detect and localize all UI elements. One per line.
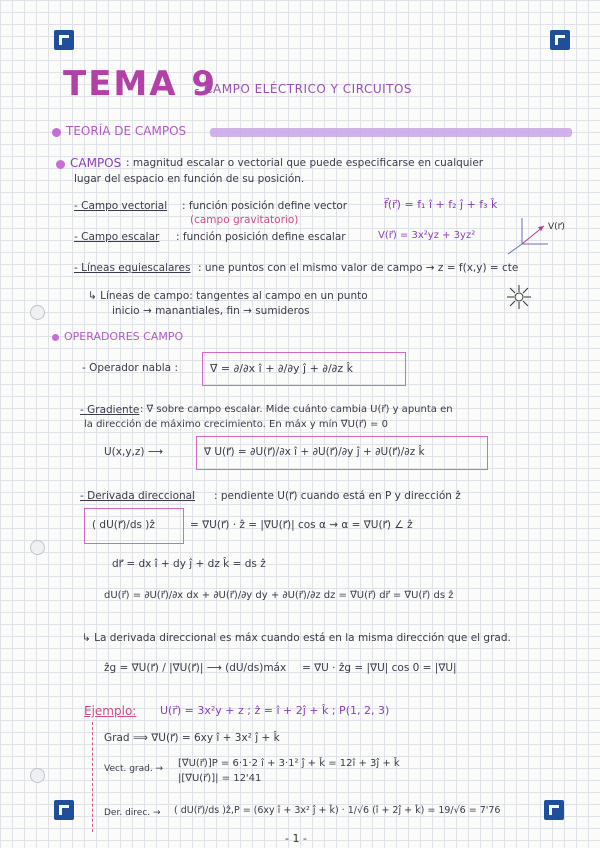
section-header-campos: TEORÍA DE CAMPOS — [66, 124, 187, 138]
campo-vectorial-text: : función posición define vector — [182, 200, 348, 212]
ejemplo-der-line: ( dU(r⃗)/ds )ẑ,P = (6xy î + 3x² ĵ + k̂) · 1/√6 (î + 2ĵ + k̂) = 19/√6 = 7'76 — [174, 805, 501, 816]
campo-vectorial-example: (campo gravitatorio) — [190, 214, 299, 226]
gradiente-text-line1: : ∇⃗ sobre campo escalar. Mide cuánto cambia U(r⃗) y apunta en — [140, 404, 453, 415]
campos-bullet — [56, 160, 65, 169]
binder-hole — [30, 540, 45, 555]
dr-line: dr⃗ = dx î + dy ĵ + dz k̂ = ds ẑ — [112, 558, 266, 570]
ejemplo-given: U(r⃗) = 3x²y + z ; ẑ = î + 2ĵ + k̂ ; P(1, 2, 3) — [160, 704, 390, 717]
binder-hole — [30, 305, 45, 320]
derivada-text: : pendiente U(r⃗) cuando está en P y dirección ẑ — [214, 490, 461, 502]
page-subtitle: - CAMPO ELÉCTRICO Y CIRCUITOS — [195, 82, 413, 96]
nabla-label: - Operador nabla : — [82, 362, 178, 374]
sink-icon — [506, 284, 532, 310]
gradiente-label: - Gradiente — [80, 404, 140, 416]
ejemplo-vect-label: Vect. grad. → — [104, 764, 164, 774]
operadores-header: OPERADORES CAMPO — [64, 330, 184, 343]
campo-escalar-label: - Campo escalar — [74, 231, 160, 243]
lineas-campo-line2: inicio → manantiales, fin → sumideros — [112, 305, 310, 317]
equiescalares-text: : une puntos con el mismo valor de campo → z = f(x,y) = cte — [198, 262, 519, 274]
campos-text-line2: lugar del espacio en función de su posición. — [74, 173, 305, 185]
gradiente-lhs: U(x,y,z) ⟶ — [104, 446, 163, 458]
equiescalares-label: - Líneas equiescalares — [74, 262, 191, 274]
campos-label: CAMPOS — [70, 156, 122, 170]
max-formula-lhs: ẑg = ∇⃗U(r⃗) / |∇⃗U(r⃗)| ⟶ (dU/ds)máx — [104, 662, 287, 674]
derivada-boxed-formula: ( dU(r⃗)/ds )ẑ — [92, 519, 155, 531]
campos-text-line1: : magnitud escalar o vectorial que puede especificarse en cualquier — [126, 157, 484, 169]
lineas-campo-line1: ↳ Líneas de campo: tangentes al campo en un punto — [88, 290, 368, 302]
corner-mark-bottom-left — [54, 800, 74, 820]
binder-hole — [30, 768, 45, 783]
derivada-label: - Derivada direccional — [80, 490, 196, 502]
operadores-bullet — [52, 334, 59, 341]
page-number: - 1 - — [285, 832, 307, 845]
ejemplo-vect-line2: |[∇⃗U(r⃗)]| = 12'41 — [178, 773, 262, 784]
ejemplo-margin-line — [92, 722, 93, 832]
gradiente-text-line2: la dirección de máximo crecimiento. En máx y mín ∇⃗U(r⃗) = 0 — [84, 419, 388, 430]
nabla-formula: ∇⃗ = ∂/∂x î + ∂/∂y ĵ + ∂/∂z k̂ — [210, 362, 353, 375]
page-title: TEMA 9 — [63, 64, 218, 104]
ejemplo-grad-line: Grad ⟹ ∇⃗U(r⃗) = 6xy î + 3x² ĵ + k̂ — [104, 732, 280, 744]
max-formula-rhs: = ∇⃗U · ẑg = |∇⃗U| cos 0 = |∇⃗U| — [302, 662, 457, 674]
derivada-rhs: = ∇⃗U(r⃗) · ẑ = |∇⃗U(r⃗)| cos α ⇝ α = ∇⃗U(r⃗) ∠ ẑ — [190, 519, 413, 531]
campo-vectorial-label: - Campo vectorial — [74, 200, 168, 212]
axis-label: V(r⃗) — [548, 222, 565, 232]
campo-vectorial-formula: f⃗(r⃗) = f₁ î + f₂ ĵ + f₃ k̂ — [384, 198, 498, 211]
section-highlight-bar — [210, 128, 572, 137]
corner-mark-bottom-right — [544, 800, 564, 820]
ejemplo-der-label: Der. direc. → — [104, 808, 161, 818]
gradiente-formula: ∇⃗ U(r⃗) = ∂U(r⃗)/∂x î + ∂U(r⃗)/∂y ĵ + ∂U(r⃗)/∂z k̂ — [204, 446, 425, 458]
du-line: dU(r⃗) = ∂U(r⃗)/∂x dx + ∂U(r⃗)/∂y dy + ∂U(r⃗)/∂z dz = ∇⃗U(r⃗) dr⃗ = ∇⃗U(r⃗) ds ẑ — [104, 590, 454, 601]
axis-sketch — [500, 212, 580, 256]
max-note: ↳ La derivada direccional es máx cuando está en la misma dirección que el grad. — [82, 632, 511, 644]
corner-mark-top-right — [550, 30, 570, 50]
corner-mark-top-left — [54, 30, 74, 50]
ejemplo-label: Ejemplo: — [84, 704, 137, 718]
ejemplo-vect-line1: [∇⃗U(r⃗)]P = 6·1·2 î + 3·1² ĵ + k̂ = 12î + 3ĵ + k̂ — [178, 758, 400, 769]
section-bullet — [52, 128, 61, 137]
campo-escalar-text: : función posición define escalar — [176, 231, 346, 243]
campo-escalar-formula: V(r⃗) = 3x²yz + 3yz² — [378, 230, 476, 241]
